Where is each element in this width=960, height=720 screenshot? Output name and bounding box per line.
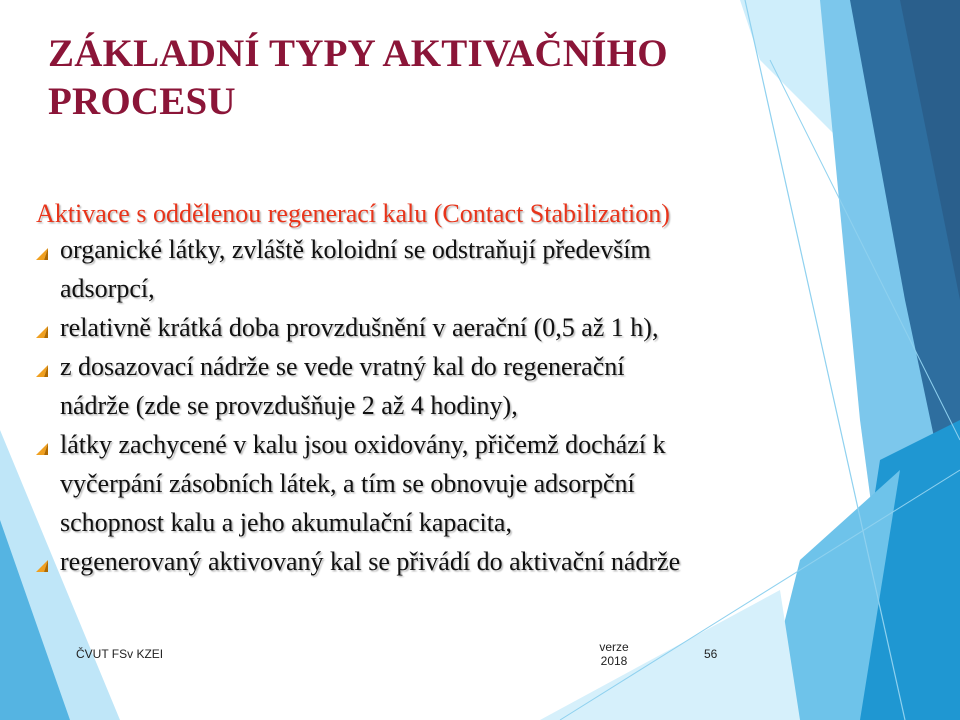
arrowhead-bullet-icon	[36, 560, 48, 572]
footer-institution: ČVUT FSv KZEI	[76, 647, 164, 661]
bullet-4-line-1: látky zachycené v kalu jsou oxidovány, přičemž dochází k	[60, 430, 666, 459]
slide-title-line-2: PROCESU	[48, 80, 236, 123]
bullet-2-line-1: relativně krátká doba provzdušnění v aerační (0,5 až 1 h),	[60, 313, 659, 342]
slide-title	[48, 30, 748, 126]
bullet-1-line-2: adsorpcí,	[60, 274, 155, 303]
footer-version	[586, 640, 642, 668]
deco-pale-facet-bottom	[540, 590, 800, 720]
arrowhead-bullet-icon	[36, 365, 48, 377]
bullet-4-line-3: schopnost kalu a jeho akumulační kapacita,	[60, 508, 512, 537]
footer-version-year: 2018	[600, 654, 628, 668]
arrowhead-bullet-icon	[36, 326, 48, 338]
arrowhead-bullet-icon	[36, 248, 48, 260]
footer-page-number: 56	[704, 647, 718, 661]
arrowhead-bullet-icon	[36, 443, 48, 455]
bullet-5-line-1: regenerovaný aktivovaný kal se přivádí do aktivační nádrže	[60, 547, 681, 576]
footer-version-label: verze	[599, 640, 629, 654]
bullet-3-line-1: z dosazovací nádrže se vede vratný kal do regenerační	[60, 352, 625, 381]
bullet-4-line-2: vyčerpání zásobních látek, a tím se obnovuje adsorpční	[60, 469, 635, 498]
bullet-1-line-1: organické látky, zvláště koloidní se odstraňují především	[60, 235, 651, 264]
bullet-3-line-2: nádrže (zde se provzdušňuje 2 až 4 hodiny),	[60, 391, 518, 420]
slide-title-line-1: ZÁKLADNÍ TYPY AKTIVAČNÍHO	[48, 32, 668, 75]
subheading: Aktivace s oddělenou regenerací kalu (Contact Stabilization)	[36, 199, 670, 228]
